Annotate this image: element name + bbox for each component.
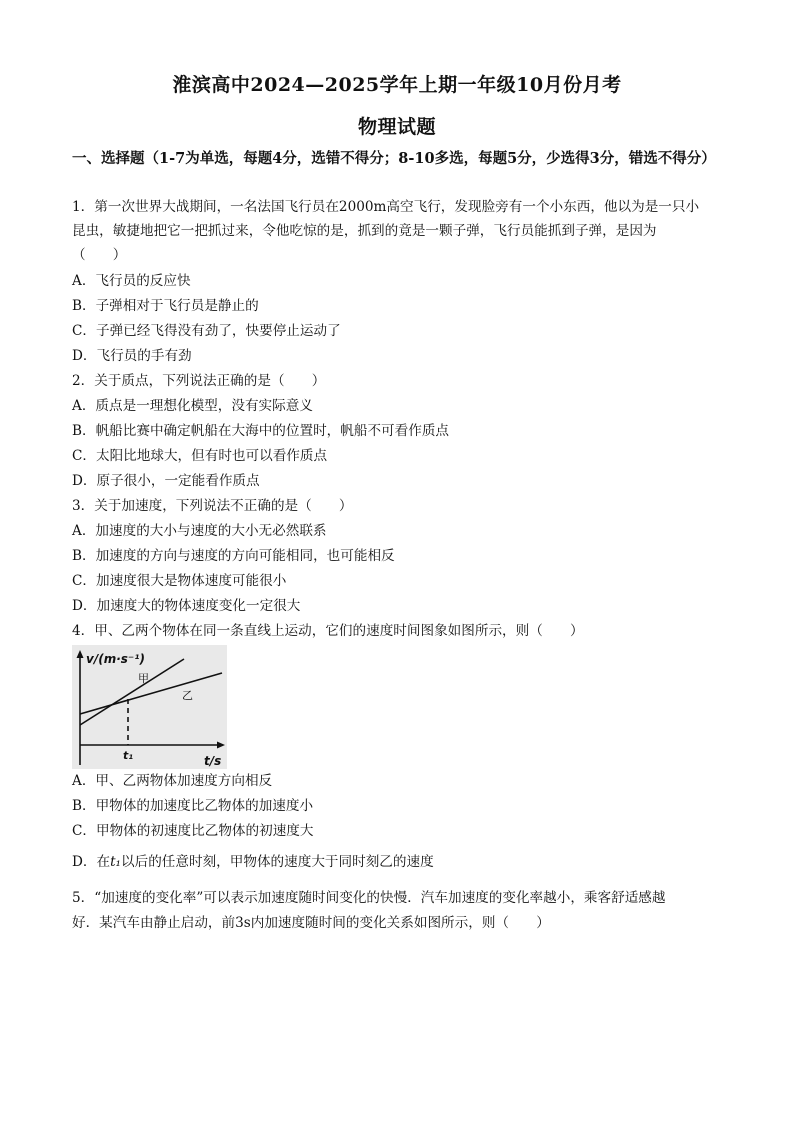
y-axis-label: v/(m·s⁻¹) xyxy=(86,652,145,666)
q4-stem: 4．甲、乙两个物体在同一条直线上运动，它们的速度时间图象如图所示，则（ ） xyxy=(72,623,584,639)
q4-option-b: B．甲物体的加速度比乙物体的加速度小 xyxy=(72,798,314,814)
x-axis-arrow xyxy=(217,742,225,749)
q1-stem-line1: 1．第一次世界大战期间，一名法国飞行员在2000m高空飞行，发现脸旁有一个小东西，他以为是一只小 xyxy=(72,199,700,215)
q1-option-a: A．飞行员的反应快 xyxy=(72,273,191,289)
q4-option-d xyxy=(72,853,434,871)
line-jia xyxy=(80,659,184,725)
t1-label: t₁ xyxy=(123,749,134,762)
q2-stem: 2．关于质点，下列说法正确的是（ ） xyxy=(72,373,326,389)
q4-option-d-variable: t₁ xyxy=(110,854,122,870)
q2-option-d: D．原子很小，一定能看作质点 xyxy=(72,473,260,489)
exam-subtitle: 物理试题 xyxy=(357,116,436,138)
q3-option-d: D．加速度大的物体速度变化一定很大 xyxy=(72,598,301,614)
q4-vt-graph xyxy=(72,645,227,769)
q1-option-b: B．子弹相对于飞行员是静止的 xyxy=(72,298,259,314)
q4-option-d-prefix: D．在 xyxy=(72,854,111,870)
q4-option-c: C．甲物体的初速度比乙物体的初速度大 xyxy=(72,823,314,839)
line-yi-label: 乙 xyxy=(182,689,193,702)
q3-option-b: B．加速度的方向与速度的方向可能相同，也可能相反 xyxy=(72,548,395,564)
q2-option-c: C．太阳比地球大，但有时也可以看作质点 xyxy=(72,448,328,464)
q1-option-c: C．子弹已经飞得没有劲了，快要停止运动了 xyxy=(72,323,341,339)
q1-stem-line3: （ ） xyxy=(72,247,127,263)
q1-stem-line2: 昆虫，敏捷地把它一把抓过来，令他吃惊的是，抓到的竟是一颗子弹，飞行员能抓到子弹，是因为 xyxy=(72,223,657,239)
q4-option-a: A．甲、乙两物体加速度方向相反 xyxy=(72,773,273,789)
x-axis-label: t/s xyxy=(204,754,222,768)
q3-option-a: A．加速度的大小与速度的大小无必然联系 xyxy=(72,523,327,539)
q2-option-a: A．质点是一理想化模型，没有实际意义 xyxy=(72,398,313,414)
q3-option-c: C．加速度很大是物体速度可能很小 xyxy=(72,573,287,589)
line-jia-label: 甲 xyxy=(138,672,149,685)
y-axis-arrow xyxy=(77,650,84,658)
q1-option-d: D．飞行员的手有劲 xyxy=(72,348,192,364)
q4-option-d-text: 以后的任意时刻，甲物体的速度大于同时刻乙的速度 xyxy=(121,854,434,870)
q5-stem-line1: 5．“加速度的变化率”可以表示加速度随时间变化的快慢．汽车加速度的变化率越小，乘客舒适感越 xyxy=(72,890,666,906)
q5-stem-line2: 好．某汽车由静止启动，前3s内加速度随时间的变化关系如图所示，则（ ） xyxy=(72,915,550,931)
q3-stem: 3．关于加速度，下列说法不正确的是（ ） xyxy=(72,498,353,514)
q2-option-b: B．帆船比赛中确定帆船在大海中的位置时，帆船不可看作质点 xyxy=(72,423,450,439)
exam-title: 淮滨高中2024—2025学年上期一年级10月份月考 xyxy=(172,74,622,96)
section-heading: 一、选择题（1-7为单选，每题4分，选错不得分；8-10多选，每题5分，少选得3分，错选不得分） xyxy=(72,150,716,167)
